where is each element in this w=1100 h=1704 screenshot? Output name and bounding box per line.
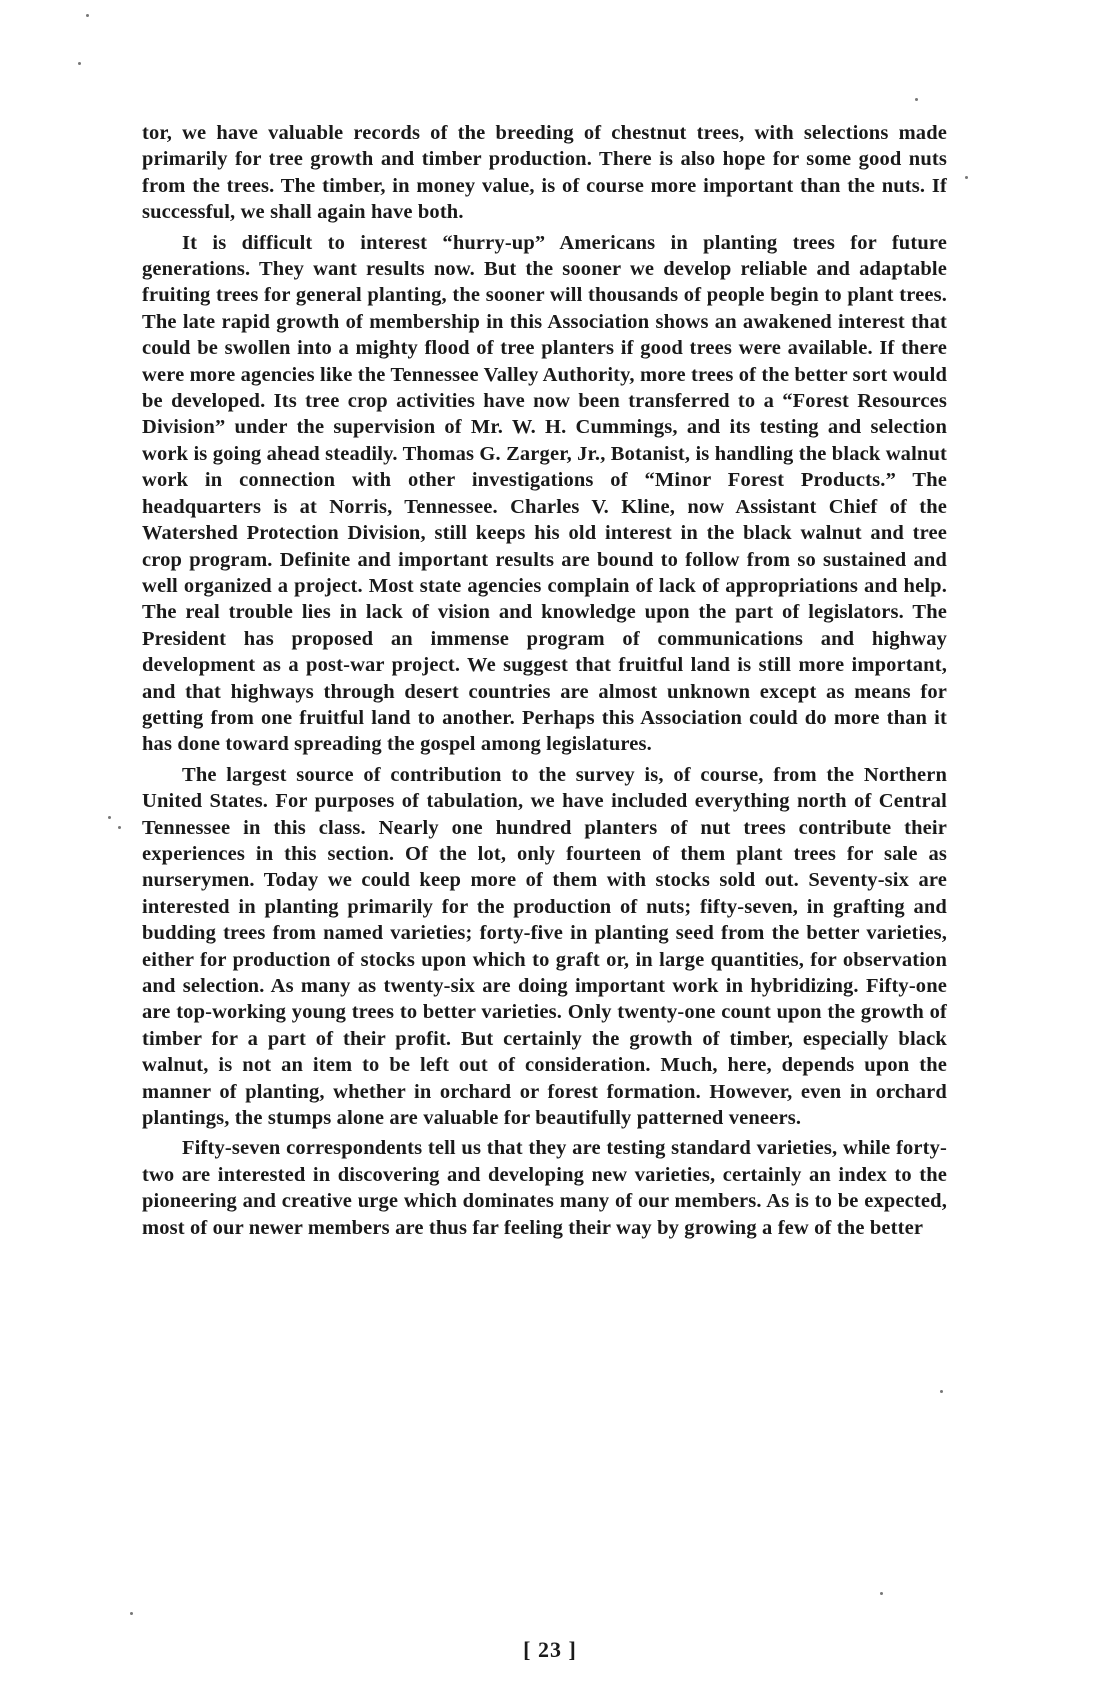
- scan-speck: [965, 176, 968, 179]
- scan-speck: [78, 62, 81, 65]
- page-body: [142, 120, 947, 1241]
- scan-speck: [130, 1612, 133, 1615]
- scan-speck: [940, 1390, 943, 1393]
- scan-speck: [880, 1592, 883, 1595]
- paragraph-2: It is difficult to interest “hurry-up” Americans in planting trees for future generations. They want results now. But the sooner we develop reliable and adaptable fruiting trees for general planting, the sooner will thousands of people begin to plant trees. The late rapid growth of membership in this Association shows an awakened interest that could be swollen into a mighty flood of tree planters if good trees were available. If there were more agencies like the Tennessee Valley Authority, more trees of the better sort would be developed. Its tree crop activities have now been transferred to a “Forest Resources Division” under the supervision of Mr. W. H. Cummings, and its testing and selection work is going ahead steadily. Thomas G. Zarger, Jr., Botanist, is handling the black walnut work in connection with other investigations of “Minor Forest Products.” The headquarters is at Norris, Tennessee. Charles V. Kline, now Assistant Chief of the Watershed Protection Division, still keeps his old interest in the black walnut and tree crop program. Definite and important results are bound to follow from so sustained and well organized a project. Most state agencies complain of lack of appropriations and help. The real trouble lies in lack of vision and knowledge upon the part of legislators. The President has proposed an immense program of communications and highway development as a post-war project. We suggest that fruitful land is still more important, and that highways through desert countries are almost unknown except as means for getting from one fruitful land to another. Perhaps this Association could do more than it has done toward spreading the gospel among legislatures.: [142, 231, 947, 756]
- scan-speck: [118, 826, 121, 829]
- scan-speck: [86, 14, 89, 17]
- scan-speck: [915, 98, 918, 101]
- paragraph-1: tor, we have valuable records of the breeding of chestnut trees, with selections made primarily for tree growth and timber production. There is also hope for some good nuts from the trees. The timber, in money value, is of course more important than the nuts. If successful, we shall again have both.: [142, 122, 947, 224]
- paragraph-3: The largest source of contribution to the survey is, of course, from the Northern United States. For purposes of tabulation, we have included everything north of Central Tennessee in this class. Nearly one hundred planters of nut trees contribute their experiences in this section. Of the lot, only fourteen of them plant trees for sale as nurserymen. Today we could keep more of them with stocks sold out. Seventy-six are interested in planting primarily for the production of nuts; fifty-seven, in grafting and budding trees from named varieties; forty-five in planting seed from the better varieties, either for production of stocks upon which to graft or, in large quantities, for observation and selection. As many as twenty-six are doing important work in hybridizing. Fifty-one are top-working young trees to better varieties. Only twenty-one count upon the growth of timber for a part of their profit. But certainly the growth of timber, especially black walnut, is not an item to be left out of consideration. Much, here, depends upon the manner of planting, whether in orchard or forest formation. However, even in orchard plantings, the stumps alone are valuable for beautifully patterned veneers.: [142, 763, 947, 1130]
- page-number: [ 23 ]: [523, 1637, 577, 1662]
- scan-speck: [108, 816, 111, 819]
- paragraph-4: Fifty-seven correspondents tell us that they are testing standard varieties, while forty-two are interested in discovering and developing new varieties, certainly an index to the pioneering and creative urge which dominates many of our members. As is to be expected, most of our newer members are thus far feeling their way by growing a few of the better: [142, 1137, 947, 1239]
